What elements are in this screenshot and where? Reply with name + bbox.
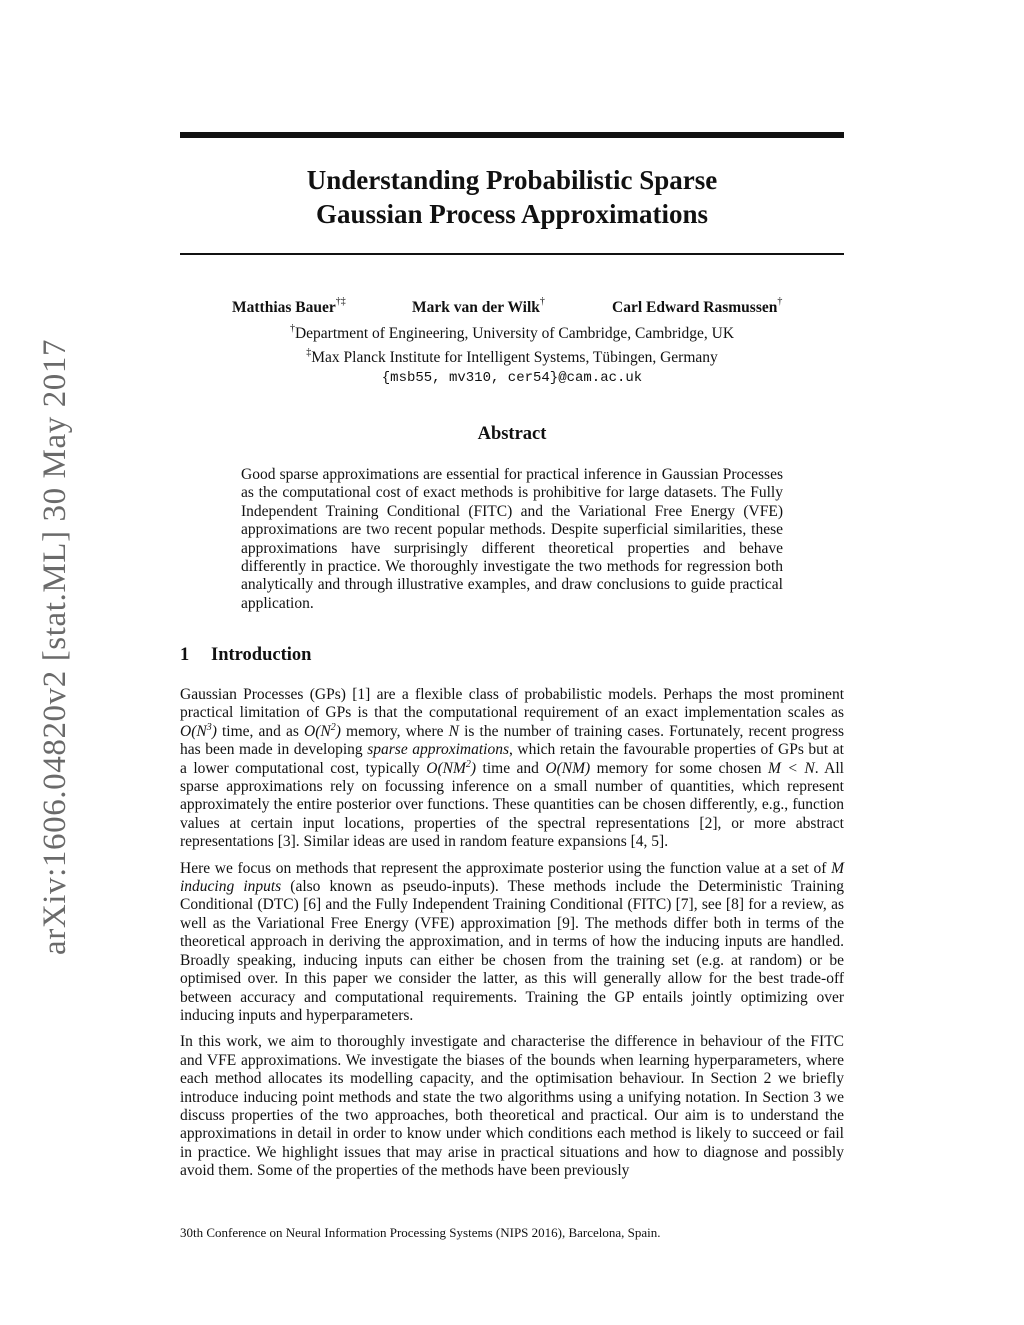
emphasis-sparse-approximations: sparse approximations <box>367 741 509 759</box>
affiliation-mark: ‡ <box>306 347 312 359</box>
arxiv-identifier-stamp: arXiv:1606.04820v2 [stat.ML] 30 May 2017 <box>37 338 73 955</box>
section-number: 1 <box>180 645 190 665</box>
text-run: (also known as pseudo-inputs). These methods include the Deterministic Training Conditional (DTC) [6] and the Fully Independent Training Conditional (FITC) [7], see [8] for a review, as well as the Variational Free Energy (VFE) approximation [9]. The methods differ both in terms of the theoretical approach in deriving the approximation, and in terms of how the inducing inputs are handled. Broadly speaking, inducing inputs can either be chosen from the training set (e.g. at random) or be optimised over. In this paper we consider the latter, as this will generally allow for the best trade-off between accuracy and computational requirements. Training the GP entails jointly optimizing over inducing inputs and hyperparameters. <box>180 878 844 1024</box>
paper-title <box>180 163 844 231</box>
title-line-2: Gaussian Process Approximations <box>315 199 709 229</box>
author-name: Carl Edward Rasmussen <box>612 299 778 317</box>
text-run: , which retain the favourable properties of GPs but at a lower computational cost, typically <box>180 741 844 777</box>
math-o-n3 <box>180 723 217 740</box>
author-list <box>180 298 844 322</box>
math-o-n2 <box>304 723 341 740</box>
affiliation-mark: † <box>289 323 295 334</box>
author-emails: {msb55, mv310, cer54}@cam.ac.uk <box>381 370 643 387</box>
math-m: M <box>831 859 844 877</box>
math-run: ) <box>211 722 217 740</box>
author-rasmussen <box>612 298 782 317</box>
abstract-text: Good sparse approximations are essential for practical inference in Gaussian Processes as the computational cost of exact methods is prohibitive for large datasets. The Fully Independent Training Conditional (FITC) and the Variational Free Energy (VFE) approximations are two recent popular methods. Despite superficial similarities, these approximations have surprisingly different theoretical properties and behave differently in practice. We thoroughly investigate the two methods for regression both analytically and through illustrative examples, and draw conclusions to guide practical application. <box>241 466 783 612</box>
affiliation-marks: †‡ <box>335 296 346 307</box>
math-o-nm: O(NM) <box>545 759 591 777</box>
title-rule-bottom <box>180 253 844 255</box>
math-superscript: 2 <box>330 721 336 733</box>
emphasis-inducing-inputs: inducing inputs <box>180 878 282 896</box>
affiliation-text: Max Planck Institute for Intelligent Systems, Tübingen, Germany <box>311 349 718 367</box>
math-superscript: 2 <box>465 758 471 770</box>
math-o-nm2 <box>426 760 476 777</box>
text-run: is the number of training cases. Fortunately, recent progress has been made in developing <box>180 722 845 759</box>
author-name: Matthias Bauer <box>232 299 336 317</box>
paragraph-3: In this work, we aim to thoroughly investigate and characterise the difference in behaviour of the FITC and VFE approximations. We investigate the biases of the bounds when learning hyperparameters, where each method allocates its modelling capacity, and the optimisation behaviour. In Section 2 we briefly introduce inducing point methods and state the two algorithms using a unifying notation. In Section 3 we discuss properties of the two approaches, both theoretical and practical. Our aim is to understand the approximations in detail in order to know under which conditions each method is likely to succeed or fail in practice. We highlight issues that may arise in practical situations and how to diagnose and possibly avoid them. Some of the properties of the methods have been previously <box>180 1033 844 1180</box>
section-title: Introduction <box>211 645 312 665</box>
text-run: memory for some chosen <box>590 759 769 777</box>
paragraph-2 <box>180 860 844 1026</box>
affiliation-text: Department of Engineering, University of Cambridge, Cambridge, UK <box>294 325 735 343</box>
affiliation-marks: † <box>539 296 545 307</box>
math-run: O(N <box>180 722 207 740</box>
text-run: time and <box>476 759 546 777</box>
math-run: ) <box>335 722 341 740</box>
affiliation-max-planck <box>180 344 844 368</box>
title-line-1: Understanding Probabilistic Sparse <box>306 165 718 195</box>
affiliation-marks: † <box>777 296 783 307</box>
section-heading-introduction <box>180 645 844 666</box>
paragraph-1 <box>180 686 844 852</box>
affiliations <box>180 320 844 388</box>
text-run: . All sparse approximations rely on focussing inference on a small number of quantities, which represent approximately the entire posterior over functions. These quantities can be chosen differently, e.g., function values at certain input locations, properties of the spectral representations [2], or more abstract representations [3]. Similar ideas are used in random feature expansions [4, 5]. <box>180 759 844 851</box>
affiliation-cambridge <box>180 320 844 344</box>
author-name: Mark van der Wilk <box>412 299 540 317</box>
author-van-der-wilk <box>412 298 545 317</box>
introduction-body <box>180 686 844 1189</box>
math-run: O(N <box>304 722 331 740</box>
text-run: Here we focus on methods that represent the approximate posterior using the function value at a set of <box>180 859 832 877</box>
math-superscript: 3 <box>206 721 212 733</box>
math-m-less-n: M < N <box>768 759 815 777</box>
math-run: ) <box>470 759 477 777</box>
conference-footnote: 30th Conference on Neural Information Processing Systems (NIPS 2016), Barcelona, Spain. <box>180 1225 661 1240</box>
author-bauer <box>232 298 346 317</box>
text-run: time, and as <box>216 722 305 740</box>
text-run: Gaussian Processes (GPs) [1] are a flexible class of probabilistic models. Perhaps the most prominent practical limitation of GPs is that the computational requirement of an exact implementation scales as <box>180 686 844 722</box>
text-run: memory, where <box>340 722 449 740</box>
abstract-heading: Abstract <box>477 424 547 444</box>
title-rule-top <box>180 132 844 138</box>
math-n: N <box>448 722 459 740</box>
math-run: O(NM <box>426 759 466 777</box>
